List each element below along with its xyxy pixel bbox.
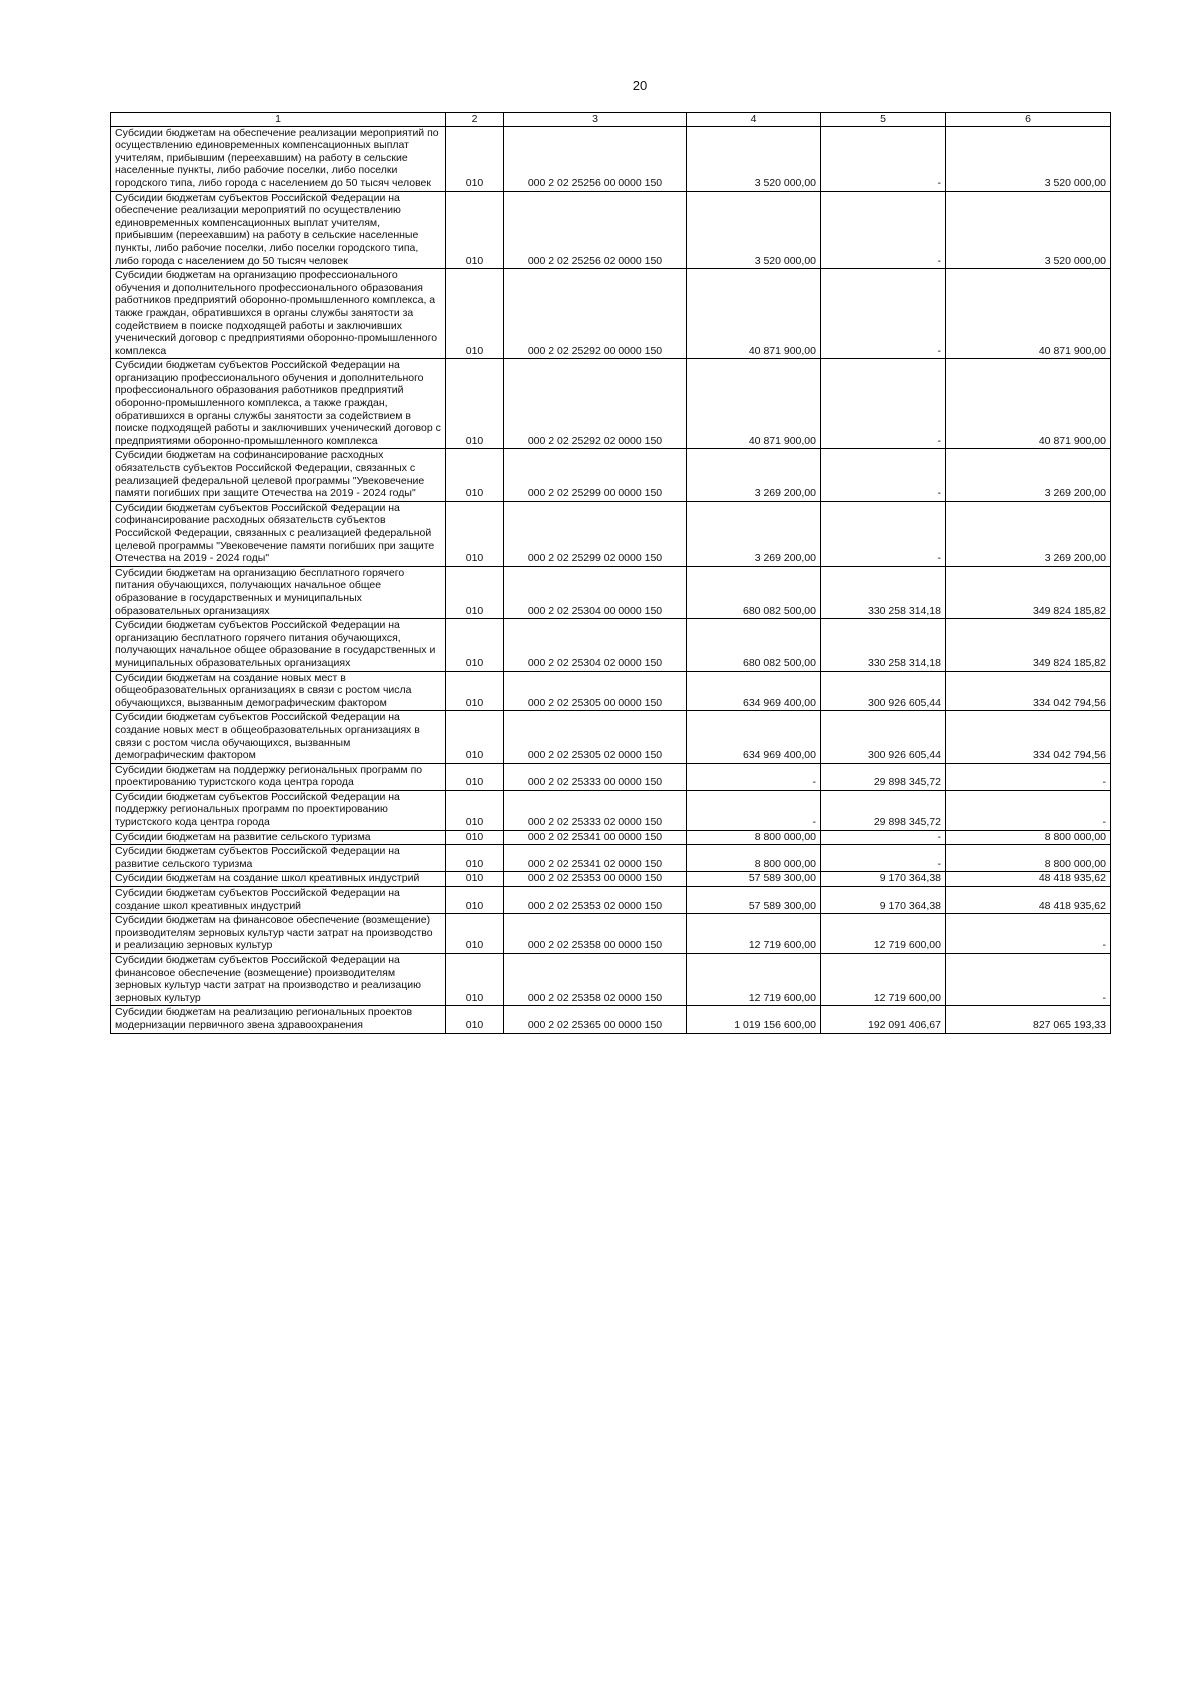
row-remaining-amount: 349 824 185,82 (946, 566, 1111, 618)
row-executed-amount: - (821, 449, 946, 501)
row-name: Субсидии бюджетам субъектов Российской Федерации на организацию бесплатного горячего питания обучающихся, получающих начальное общее образование в государственных и муниципальных образовательных организациях (111, 619, 446, 671)
budget-table (110, 112, 1111, 1034)
row-approved-amount: 3 520 000,00 (687, 191, 821, 269)
row-approved-amount: - (687, 790, 821, 830)
row-remaining-amount: 8 800 000,00 (946, 845, 1111, 872)
row-name: Субсидии бюджетам субъектов Российской Федерации на организацию профессионального обучения и дополнительного профессионального образования работников предприятий оборонно-промышленного комплекса, а также граждан, обратившихся в органы службы занятости за содействием в поиске подходящей работы и заключивших ученический договор с предприятиями оборонно-промышленного комплекса (111, 359, 446, 449)
row-remaining-amount: - (946, 954, 1111, 1006)
row-approved-amount: 634 969 400,00 (687, 671, 821, 711)
row-budget-code: 000 2 02 25353 02 0000 150 (504, 887, 687, 914)
row-approved-amount: 57 589 300,00 (687, 887, 821, 914)
row-remaining-amount: 334 042 794,56 (946, 671, 1111, 711)
column-header-5: 5 (821, 113, 946, 127)
row-remaining-amount: 48 418 935,62 (946, 872, 1111, 887)
row-line-code: 010 (446, 359, 504, 449)
row-line-code: 010 (446, 191, 504, 269)
row-budget-code: 000 2 02 25299 00 0000 150 (504, 449, 687, 501)
row-budget-code: 000 2 02 25256 00 0000 150 (504, 126, 687, 191)
row-line-code: 010 (446, 449, 504, 501)
table-row (111, 763, 1111, 790)
row-name: Субсидии бюджетам субъектов Российской Федерации на софинансирование расходных обязательств субъектов Российской Федерации, связанных с реализацией федеральной целевой программы "Увековечение памяти погибших при защите Отечества на 2019 - 2024 годы" (111, 501, 446, 566)
row-line-code: 010 (446, 269, 504, 359)
row-remaining-amount: - (946, 763, 1111, 790)
table-row (111, 711, 1111, 763)
row-line-code: 010 (446, 126, 504, 191)
table-body (111, 126, 1111, 1033)
row-executed-amount: - (821, 501, 946, 566)
table-row (111, 671, 1111, 711)
row-line-code: 010 (446, 671, 504, 711)
row-name: Субсидии бюджетам на создание новых мест в общеобразовательных организациях в связи с ростом числа обучающихся, вызванным демографическим фактором (111, 671, 446, 711)
row-line-code: 010 (446, 887, 504, 914)
table-row (111, 501, 1111, 566)
row-remaining-amount: 334 042 794,56 (946, 711, 1111, 763)
row-approved-amount: 1 019 156 600,00 (687, 1006, 821, 1033)
row-remaining-amount: - (946, 914, 1111, 954)
row-executed-amount: - (821, 126, 946, 191)
row-name: Субсидии бюджетам на финансовое обеспечение (возмещение) производителям зерновых культур части затрат на производство и реализацию зерновых культур (111, 914, 446, 954)
row-budget-code: 000 2 02 25256 02 0000 150 (504, 191, 687, 269)
row-approved-amount: 12 719 600,00 (687, 914, 821, 954)
table-row (111, 914, 1111, 954)
row-name: Субсидии бюджетам субъектов Российской Федерации на обеспечение реализации мероприятий по осуществлению единовременных компенсационных выплат учителям, прибывшим (переехавшим) на работу в сельские населенные пункты, либо рабочие поселки, либо поселки городского типа, либо города с населением до 50 тысяч человек (111, 191, 446, 269)
row-executed-amount: 9 170 364,38 (821, 872, 946, 887)
row-executed-amount: - (821, 359, 946, 449)
row-remaining-amount: 349 824 185,82 (946, 619, 1111, 671)
row-executed-amount: 330 258 314,18 (821, 566, 946, 618)
row-remaining-amount: 8 800 000,00 (946, 830, 1111, 845)
row-budget-code: 000 2 02 25333 02 0000 150 (504, 790, 687, 830)
row-budget-code: 000 2 02 25365 00 0000 150 (504, 1006, 687, 1033)
row-executed-amount: 330 258 314,18 (821, 619, 946, 671)
table-row (111, 566, 1111, 618)
row-remaining-amount: 40 871 900,00 (946, 359, 1111, 449)
row-budget-code: 000 2 02 25341 02 0000 150 (504, 845, 687, 872)
row-line-code: 010 (446, 619, 504, 671)
row-executed-amount: - (821, 845, 946, 872)
row-budget-code: 000 2 02 25292 00 0000 150 (504, 269, 687, 359)
row-name: Субсидии бюджетам на создание школ креативных индустрий (111, 872, 446, 887)
row-budget-code: 000 2 02 25358 00 0000 150 (504, 914, 687, 954)
row-name: Субсидии бюджетам на софинансирование расходных обязательств субъектов Российской Федерации, связанных с реализацией федеральной целевой программы "Увековечение памяти погибших при защите Отечества на 2019 - 2024 годы" (111, 449, 446, 501)
row-budget-code: 000 2 02 25304 00 0000 150 (504, 566, 687, 618)
row-executed-amount: 12 719 600,00 (821, 954, 946, 1006)
row-line-code: 010 (446, 790, 504, 830)
page-number: 20 (632, 78, 648, 93)
row-budget-code: 000 2 02 25305 02 0000 150 (504, 711, 687, 763)
column-header-3: 3 (504, 113, 687, 127)
row-remaining-amount: 3 269 200,00 (946, 449, 1111, 501)
row-line-code: 010 (446, 830, 504, 845)
row-executed-amount: 12 719 600,00 (821, 914, 946, 954)
row-executed-amount: - (821, 191, 946, 269)
row-name: Субсидии бюджетам на обеспечение реализации мероприятий по осуществлению единовременных компенсационных выплат учителям, прибывшим (переехавшим) на работу в сельские населенные пункты, либо рабочие поселки, либо поселки городского типа, либо города с населением до 50 тысяч человек (111, 126, 446, 191)
row-budget-code: 000 2 02 25353 00 0000 150 (504, 872, 687, 887)
row-budget-code: 000 2 02 25299 02 0000 150 (504, 501, 687, 566)
row-line-code: 010 (446, 763, 504, 790)
row-name: Субсидии бюджетам субъектов Российской Федерации на развитие сельского туризма (111, 845, 446, 872)
row-remaining-amount: - (946, 790, 1111, 830)
table-row (111, 872, 1111, 887)
row-budget-code: 000 2 02 25305 00 0000 150 (504, 671, 687, 711)
header-row (111, 113, 1111, 127)
row-remaining-amount: 827 065 193,33 (946, 1006, 1111, 1033)
row-approved-amount: 40 871 900,00 (687, 269, 821, 359)
row-approved-amount: 12 719 600,00 (687, 954, 821, 1006)
row-line-code: 010 (446, 845, 504, 872)
column-header-1: 1 (111, 113, 446, 127)
table-row (111, 191, 1111, 269)
row-budget-code: 000 2 02 25341 00 0000 150 (504, 830, 687, 845)
row-line-code: 010 (446, 914, 504, 954)
row-name: Субсидии бюджетам на организацию профессионального обучения и дополнительного профессионального образования работников предприятий оборонно-промышленного комплекса, а также граждан, обратившихся в органы службы занятости за содействием в поиске подходящей работы и заключивших ученический договор с предприятиями оборонно-промышленного комплекса (111, 269, 446, 359)
table-row (111, 1006, 1111, 1033)
row-approved-amount: 680 082 500,00 (687, 619, 821, 671)
table-row (111, 954, 1111, 1006)
row-remaining-amount: 3 269 200,00 (946, 501, 1111, 566)
table-row (111, 790, 1111, 830)
table-row (111, 830, 1111, 845)
table-row (111, 359, 1111, 449)
row-name: Субсидии бюджетам субъектов Российской Федерации на поддержку региональных программ по проектированию туристского кода центра города (111, 790, 446, 830)
row-executed-amount: 29 898 345,72 (821, 790, 946, 830)
column-header-2: 2 (446, 113, 504, 127)
row-approved-amount: - (687, 763, 821, 790)
row-approved-amount: 3 520 000,00 (687, 126, 821, 191)
row-approved-amount: 8 800 000,00 (687, 845, 821, 872)
row-name: Субсидии бюджетам субъектов Российской Федерации на создание новых мест в общеобразовательных организациях в связи с ростом числа обучающихся, вызванным демографическим фактором (111, 711, 446, 763)
row-line-code: 010 (446, 872, 504, 887)
row-remaining-amount: 48 418 935,62 (946, 887, 1111, 914)
row-line-code: 010 (446, 566, 504, 618)
row-approved-amount: 3 269 200,00 (687, 449, 821, 501)
row-executed-amount: 29 898 345,72 (821, 763, 946, 790)
row-line-code: 010 (446, 954, 504, 1006)
row-approved-amount: 3 269 200,00 (687, 501, 821, 566)
row-name: Субсидии бюджетам на развитие сельского туризма (111, 830, 446, 845)
row-approved-amount: 57 589 300,00 (687, 872, 821, 887)
table-row (111, 887, 1111, 914)
row-name: Субсидии бюджетам на организацию бесплатного горячего питания обучающихся, получающих начальное общее образование в государственных и муниципальных образовательных организациях (111, 566, 446, 618)
row-approved-amount: 8 800 000,00 (687, 830, 821, 845)
row-line-code: 010 (446, 711, 504, 763)
column-header-4: 4 (687, 113, 821, 127)
row-name: Субсидии бюджетам субъектов Российской Федерации на создание школ креативных индустрий (111, 887, 446, 914)
column-header-6: 6 (946, 113, 1111, 127)
row-executed-amount: 300 926 605,44 (821, 711, 946, 763)
row-executed-amount: 300 926 605,44 (821, 671, 946, 711)
table-row (111, 126, 1111, 191)
row-executed-amount: 192 091 406,67 (821, 1006, 946, 1033)
row-executed-amount: - (821, 269, 946, 359)
row-budget-code: 000 2 02 25358 02 0000 150 (504, 954, 687, 1006)
row-executed-amount: - (821, 830, 946, 845)
row-approved-amount: 680 082 500,00 (687, 566, 821, 618)
row-name: Субсидии бюджетам на поддержку региональных программ по проектированию туристского кода центра города (111, 763, 446, 790)
row-executed-amount: 9 170 364,38 (821, 887, 946, 914)
table-row (111, 845, 1111, 872)
row-name: Субсидии бюджетам субъектов Российской Федерации на финансовое обеспечение (возмещение) производителям зерновых культур части затрат на производство и реализацию зерновых культур (111, 954, 446, 1006)
row-remaining-amount: 3 520 000,00 (946, 126, 1111, 191)
table-row (111, 449, 1111, 501)
row-approved-amount: 634 969 400,00 (687, 711, 821, 763)
row-approved-amount: 40 871 900,00 (687, 359, 821, 449)
row-budget-code: 000 2 02 25333 00 0000 150 (504, 763, 687, 790)
table-row (111, 269, 1111, 359)
table-row (111, 619, 1111, 671)
row-remaining-amount: 3 520 000,00 (946, 191, 1111, 269)
row-budget-code: 000 2 02 25292 02 0000 150 (504, 359, 687, 449)
row-remaining-amount: 40 871 900,00 (946, 269, 1111, 359)
row-line-code: 010 (446, 1006, 504, 1033)
row-line-code: 010 (446, 501, 504, 566)
row-name: Субсидии бюджетам на реализацию региональных проектов модернизации первичного звена здравоохранения (111, 1006, 446, 1033)
row-budget-code: 000 2 02 25304 02 0000 150 (504, 619, 687, 671)
